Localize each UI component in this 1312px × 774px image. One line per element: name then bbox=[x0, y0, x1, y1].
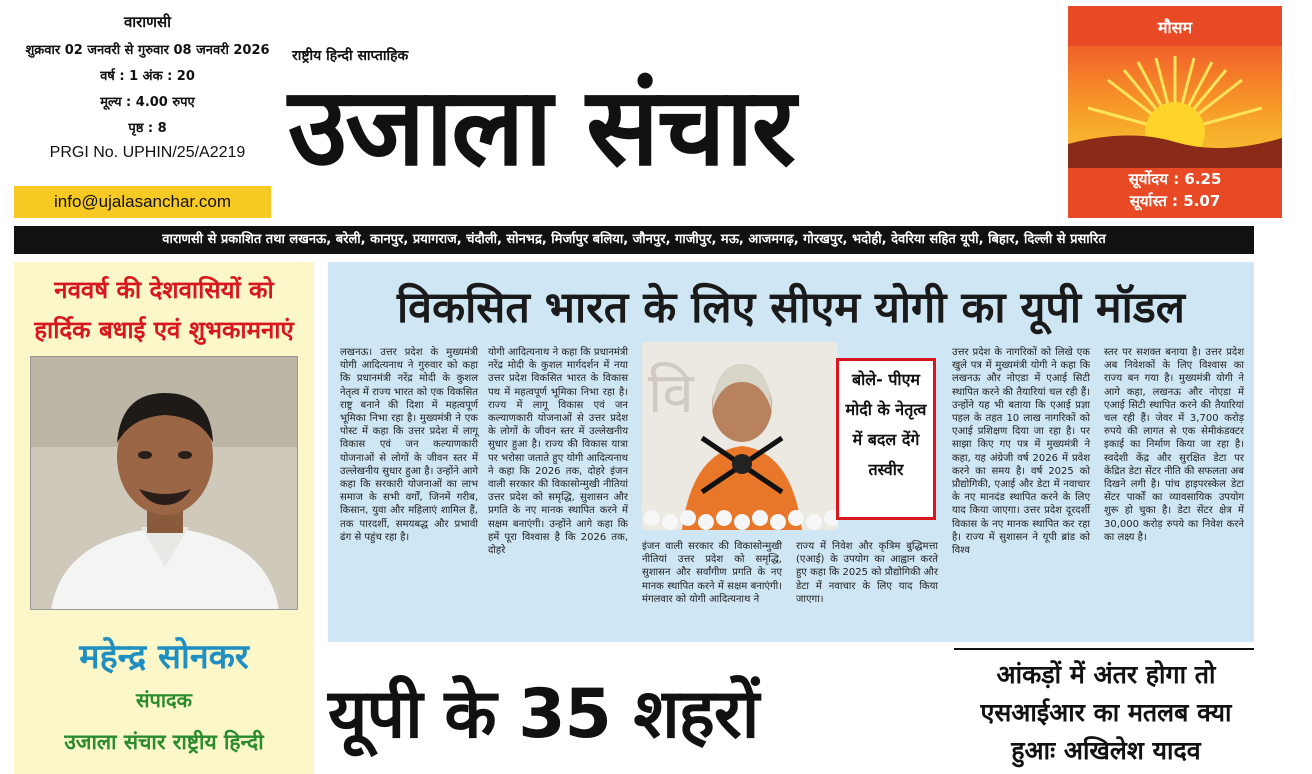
story-photo bbox=[642, 342, 838, 530]
email-link[interactable]: info@ujalasanchar.com bbox=[14, 186, 271, 218]
story-column-3: इंजन वाली सरकार की विकासोन्मुखी नीतियां उत्तर प्रदेश को समृद्धि, सुशासन और सर्वांगीण प्रगति के नए मानक स्थापित करने में सक्षम बनाएंगी। मंगलवार को योगी आदित्यनाथ ने bbox=[642, 541, 782, 605]
story-column-4: राज्य में निवेश और कृत्रिम बुद्धिमत्ता (एआई) के उपयोग का आह्वान करते हुए कहा कि 2025 को प्रौद्योगिकी और डेटा में नवाचार के लिए याद किया जाएगा। bbox=[796, 541, 938, 605]
story-column-6: स्तर पर सशक्त बनाया है। उत्तर प्रदेश अब निवेशकों के लिए विश्वास का राज्य बन गया है। मुख्यमंत्री योगी ने आगे कहा, लखनऊ और नोएडा में एआई सिटी स्थापित करने की तैयारियां चल रही हैं। जेवर में 3,700 करोड़ रुपये की लागत से एक सेमीकंडक्टर इकाई का निर्माण किया जा रहा है। स्वदेशी केंद्र और सुरक्षित डेटा पर केंद्रित डेटा सेंटर नीति की सफलता अब दिखने लगी है। पांच हाइपरस्केल डेटा सेंटर पार्कों का व्यावसायिक उपयोग शुरू हो चुका है। डेटा सेंटर क्षेत्र में 30,000 करोड़ रुपये का निवेश करने का लक्ष्य है। bbox=[1104, 347, 1244, 543]
lead-headline[interactable]: विकसित भारत के लिए सीएम योगी का यूपी मॉडल bbox=[397, 283, 1185, 333]
weather-title: मौसम bbox=[1157, 18, 1193, 37]
editor-paper: उजाला संचार राष्ट्रीय हिन्दी bbox=[64, 730, 264, 754]
editor-photo bbox=[30, 356, 298, 610]
sun-times bbox=[1068, 168, 1282, 212]
pull-quote: बोले- पीएम मोदी के नेतृत्व में बदल देंगे तस्वीर bbox=[836, 358, 936, 520]
issue-pages: पृष्ठ : 8 bbox=[128, 121, 167, 136]
svg-text:वि: वि bbox=[648, 361, 694, 426]
editor-role: संपादक bbox=[135, 688, 193, 712]
edition-city: वाराणसी bbox=[123, 13, 172, 31]
new-year-greeting bbox=[14, 270, 314, 350]
sunrise-illustration bbox=[1068, 46, 1282, 168]
story-column-2: योगी आदित्यनाथ ने कहा कि प्रधानमंत्री नरेंद्र मोदी के कुशल मार्गदर्शन में नया उत्तर प्रदेश विकसित भारत के विकास पथ में महत्वपूर्ण भूमिका निभा रहा है। राज्य में लागू विकास एवं जन कल्याणकारी योजनाओं से उत्तर प्रदेश के लोगों के जीवन स्तर में उल्लेखनीय सुधार हुआ है। राज्य की विकास यात्रा पर भरोसा जताते हुए योगी आदित्यनाथ ने कहा कि 2026 तक, दोहरे इंजन वाली सरकार की विकासोन्मुखी नीतियां उत्तर प्रदेश को समृद्धि, सुशासन और प्रगति के नए मानक स्थापित करने में सक्षम बनाएंगी। उन्होंने आगे कहा कि हमें पूरा विश्वास है कि 2026 तक, दोहरे bbox=[488, 347, 628, 557]
prgi-number: PRGI No. UPHIN/25/A2219 bbox=[49, 144, 246, 161]
issue-meta bbox=[10, 8, 285, 162]
issue-price: मूल्य : 4.00 रुपए bbox=[100, 95, 195, 110]
speaker-photo-icon bbox=[642, 342, 838, 530]
lead-story bbox=[328, 262, 1254, 642]
paper-title: उजाला संचार bbox=[288, 65, 794, 190]
editor-name: महेन्द्र सोनकर bbox=[79, 637, 249, 677]
side-headline[interactable]: आंकड़ों में अंतर होगा तो एसआईआर का मतलब क्या हुआः अखिलेश यादव bbox=[980, 660, 1232, 765]
divider bbox=[954, 648, 1254, 650]
editor-portrait-icon bbox=[31, 357, 298, 610]
distribution-bar: वाराणसी से प्रकाशित तथा लखनऊ, बरेली, कानपुर, प्रयागराज, चंदौली, सोनभद्र, मिर्जापुर बलिया, जौनपुर, गाजीपुर, मऊ, आजमगढ़, गोरखपुर, भदोही, देवरिया सहित यूपी, बिहार, दिल्ली से प्रसारित bbox=[14, 226, 1254, 254]
story-column-1: लखनऊ। उत्तर प्रदेश के मुख्यमंत्री योगी आदित्यनाथ ने गुरुवार को कहा कि प्रधानमंत्री नरेंद्र मोदी के कुशल नेतृत्व में राज्य भारत को एक विकसित राष्ट्र बनाने की दिशा में महत्वपूर्ण भूमिका निभा रहा है। मुख्यमंत्री ने एक पोस्ट में कहा कि उत्तर प्रदेश में लागू विकास एवं जन कल्याणकारी योजनाओं से लोगों के जीवन स्तर में उल्लेखनीय सुधार हुआ है। उन्होंने आगे कहा कि सरकारी योजनाओं का लाभ समाज के सभी वर्गों, जिनमें गरीब, किसान, युवा और महिलाएं शामिल हैं, तक पारदर्शी, समयबद्ध और प्रभावी ढंग से पहुंच रहा है। bbox=[340, 347, 478, 543]
issue-volume: वर्ष : 1 अंक : 20 bbox=[100, 69, 195, 84]
paper-tagline: राष्ट्रीय हिन्दी साप्ताहिक bbox=[292, 48, 409, 64]
weather-box bbox=[1068, 6, 1282, 218]
greeting-panel bbox=[14, 262, 314, 774]
issue-dates: शुक्रवार 02 जनवरी से गुरुवार 08 जनवरी 2026 bbox=[25, 43, 270, 58]
sunset-time: सूर्यास्त : 5.07 bbox=[1129, 192, 1221, 210]
greeting-line-1: नववर्ष की देशवासियों को bbox=[54, 276, 274, 304]
story-column-5: उत्तर प्रदेश के नागरिकों को लिखे एक खुले पत्र में मुख्यमंत्री योगी ने कहा कि लखनऊ और नोएडा में एआई सिटी स्थापित करने की तैयारियां चल रही हैं। उन्होंने यह भी बताया कि एआई प्रज्ञा पहल के तहत 10 लाख नागरिकों को एआई प्रशिक्षण दिया जा रहा है। पर साझा किए गए पत्र में मुख्यमंत्री ने कहा, यह अंग्रेजी वर्ष 2026 में प्रवेश करने का समय है। वर्ष 2025 को प्रौद्योगिकी, एआई और डेटा में नवाचार के नए मानदंड स्थापित करने के लिए याद किया जाएगा। उत्तर प्रदेश दूरदर्शी विकास के नए मानक स्थापित कर रहा है। राज्य में सुशासन ने यूपी ब्रांड को विश्व bbox=[952, 347, 1090, 557]
greeting-line-2: हार्दिक बधाई एवं शुभकामनाएं bbox=[34, 316, 294, 344]
second-headline[interactable]: यूपी के 35 शहरों bbox=[328, 675, 759, 754]
sunrise-time: सूर्योदय : 6.25 bbox=[1128, 170, 1222, 188]
